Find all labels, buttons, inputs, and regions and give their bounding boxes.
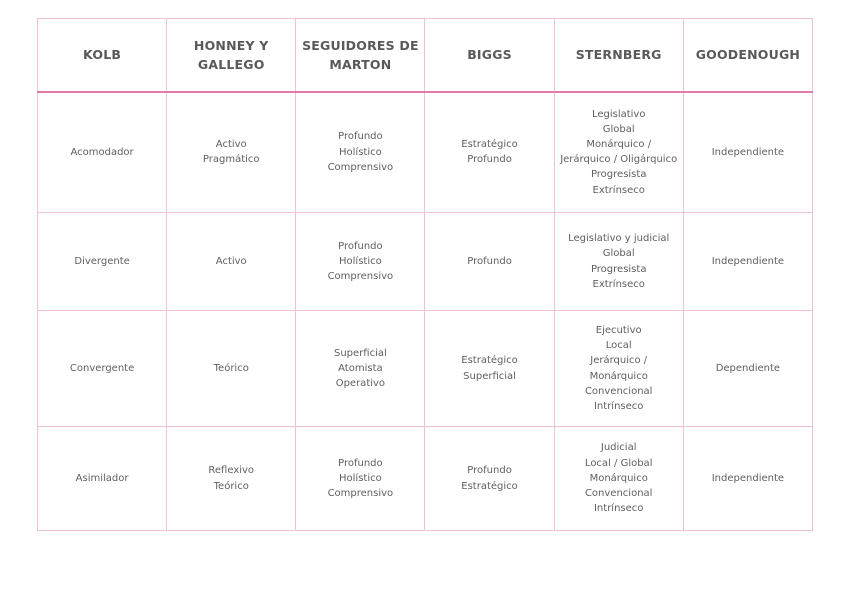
cell-line: Comprensivo (327, 488, 394, 500)
cell-goodenough (683, 427, 812, 531)
cell-line: Jerárquico / (590, 355, 648, 367)
cell-line: Profundo (338, 131, 383, 143)
header-line: GOODENOUGH (695, 47, 801, 63)
cell-line: Dependiente (715, 362, 781, 374)
cell-line: Atomista (338, 362, 383, 374)
cell-line: Superficial (334, 347, 387, 359)
table-row (38, 213, 813, 311)
header-line: MARTON (329, 56, 392, 72)
table-row (38, 427, 813, 531)
cell-line: Convergente (69, 362, 135, 374)
cell-line: Intrínseco (593, 503, 644, 515)
cell-kolb (38, 311, 167, 427)
cell-line: Comprensivo (327, 161, 394, 173)
cell-kolb (38, 213, 167, 311)
cell-biggs (425, 427, 554, 531)
cell-biggs (425, 311, 554, 427)
cell-line: Legislativo (591, 108, 646, 120)
cell-line: Independiente (711, 146, 785, 158)
cell-goodenough (683, 92, 812, 213)
cell-line: Independiente (711, 472, 785, 484)
cell-kolb (38, 427, 167, 531)
cell-sternberg (554, 311, 683, 427)
cell-line: Operativo (335, 378, 386, 390)
header-line: SEGUIDORES DE (302, 37, 419, 53)
cell-seguidores-marton (296, 92, 425, 213)
cell-biggs (425, 213, 554, 311)
header-seguidores-marton (296, 19, 425, 92)
cell-line: Activo (215, 139, 247, 151)
cell-line: Holístico (339, 472, 382, 484)
cell-line: Progresista (590, 263, 647, 275)
table-row (38, 92, 813, 213)
header-honney-gallego (167, 19, 296, 92)
cell-line: Superficial (463, 370, 516, 382)
cell-line: Profundo (467, 465, 512, 477)
cell-line: Convencional (584, 385, 653, 397)
cell-biggs (425, 92, 554, 213)
cell-line: Ejecutivo (595, 324, 642, 336)
cell-honney-gallego (167, 427, 296, 531)
cell-goodenough (683, 311, 812, 427)
cell-line: Divergente (74, 255, 130, 267)
header-line: BIGGS (467, 47, 512, 63)
cell-line: Legislativo y judicial (568, 233, 670, 245)
cell-line: Judicial (600, 442, 637, 454)
cell-line: Holístico (339, 255, 382, 267)
cell-line: Extrínseco (592, 184, 645, 196)
cell-line: Convencional (584, 488, 653, 500)
header-line: GALLEGO (197, 56, 265, 72)
cell-line: Asimilador (75, 472, 129, 484)
cell-line: Local (605, 340, 632, 352)
learning-styles-table (37, 18, 813, 531)
header-sternberg (554, 19, 683, 92)
cell-line: Estratégico (461, 355, 518, 367)
header-biggs (425, 19, 554, 92)
cell-line: Profundo (338, 457, 383, 469)
header-line: KOLB (83, 47, 122, 63)
cell-sternberg (554, 92, 683, 213)
cell-line: Monárquico (589, 370, 648, 382)
header-line: HONNEY Y (193, 37, 269, 53)
cell-sternberg (554, 213, 683, 311)
cell-line: Activo (215, 255, 247, 267)
cell-seguidores-marton (296, 213, 425, 311)
header-row (38, 19, 813, 92)
cell-line: Profundo (338, 240, 383, 252)
cell-line: Extrínseco (592, 278, 645, 290)
cell-line: Pragmático (202, 154, 260, 166)
header-goodenough (683, 19, 812, 92)
header-kolb (38, 19, 167, 92)
cell-honney-gallego (167, 213, 296, 311)
cell-line: Estratégico (461, 139, 518, 151)
cell-line: Monárquico (589, 472, 648, 484)
learning-styles-table-container (37, 18, 813, 531)
cell-line: Intrínseco (593, 400, 644, 412)
cell-honney-gallego (167, 92, 296, 213)
cell-line: Teórico (213, 362, 249, 374)
cell-line: Independiente (711, 255, 785, 267)
cell-line: Reflexivo (208, 465, 255, 477)
cell-sternberg (554, 427, 683, 531)
cell-goodenough (683, 213, 812, 311)
cell-kolb (38, 92, 167, 213)
cell-line: Estratégico (461, 480, 518, 492)
cell-line: Profundo (467, 154, 512, 166)
cell-honney-gallego (167, 311, 296, 427)
cell-line: Local / Global (584, 457, 653, 469)
cell-line: Comprensivo (327, 271, 394, 283)
cell-line: Jerárquico / Oligárquico (560, 154, 678, 166)
table-row (38, 311, 813, 427)
cell-line: Teórico (213, 480, 249, 492)
cell-line: Global (602, 248, 635, 260)
cell-seguidores-marton (296, 427, 425, 531)
cell-line: Global (602, 123, 635, 135)
cell-line: Profundo (467, 255, 512, 267)
cell-line: Acomodador (70, 146, 134, 158)
cell-line: Holístico (339, 146, 382, 158)
table-body (38, 92, 813, 531)
cell-seguidores-marton (296, 311, 425, 427)
cell-line: Progresista (590, 169, 647, 181)
cell-line: Monárquico / (586, 139, 652, 151)
header-line: STERNBERG (575, 47, 662, 63)
